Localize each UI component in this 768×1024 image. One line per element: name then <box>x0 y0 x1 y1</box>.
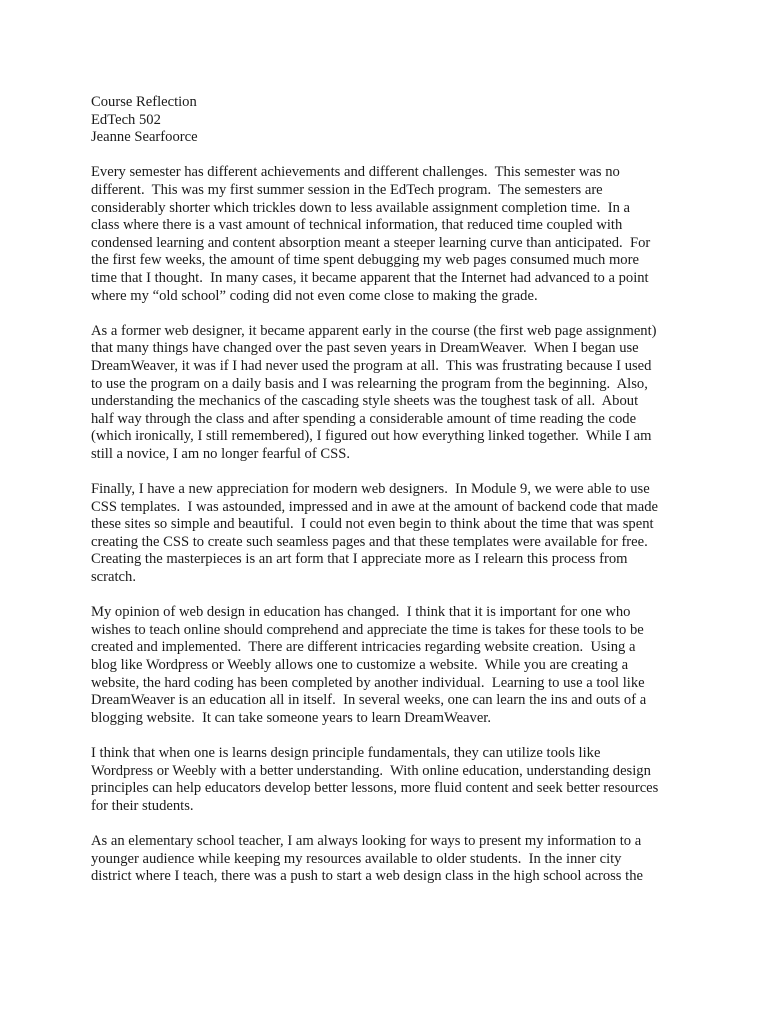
text-line: website, the hard coding has been completed by another individual. Learning to use a tool like <box>91 674 645 691</box>
text-line: wishes to teach online should comprehend and appreciate the time is takes for these tools to be <box>91 621 644 638</box>
text-line: these sites so simple and beautiful. I could not even begin to think about the time that was spent <box>91 516 654 533</box>
text-line: younger audience while keeping my resources available to older students. In the inner city <box>91 850 622 867</box>
text-line: time that I thought. In many cases, it became apparent that the Internet had advanced to a point <box>91 269 649 286</box>
text-line: blogging website. It can take someone years to learn DreamWeaver. <box>91 709 492 726</box>
text-line: CSS templates. I was astounded, impressed and in awe at the amount of backend code that made <box>91 498 658 515</box>
paragraph <box>91 833 691 886</box>
text-line: principles can help educators develop better lessons, more fluid content and seek better resources <box>91 780 659 797</box>
text-line: condensed learning and content absorption meant a steeper learning curve than anticipated. For <box>91 234 651 251</box>
paragraphs <box>91 164 691 885</box>
paragraph <box>91 604 691 727</box>
text-line: Every semester has different achievements and different challenges. This semester was no <box>91 164 620 181</box>
text-line: the first few weeks, the amount of time spent debugging my web pages consumed much more <box>91 252 639 269</box>
text-line: still a novice, I am no longer fearful of CSS. <box>91 445 350 462</box>
document-title: Course Reflection <box>91 94 197 110</box>
text-line: Wordpress or Weebly with a better understanding. With online education, understanding design <box>91 762 651 779</box>
text-line: for their students. <box>91 797 194 814</box>
text-line: creating the CSS to create such seamless pages and that these templates were available for free. <box>91 533 648 550</box>
text-line: scratch. <box>91 569 136 586</box>
text-line: As an elementary school teacher, I am always looking for ways to present my information to a <box>91 832 642 849</box>
text-line: My opinion of web design in education has changed. I think that it is important for one who <box>91 604 631 621</box>
course-name: EdTech 502 <box>91 111 161 128</box>
paragraph <box>91 745 691 815</box>
text-line: DreamWeaver, it was if I had never used the program at all. This was frustrating because I used <box>91 357 652 374</box>
paragraph <box>91 481 691 587</box>
paragraph <box>91 164 691 305</box>
text-line: Finally, I have a new appreciation for modern web designers. In Module 9, we were able to use <box>91 481 650 498</box>
text-line: considerably shorter which trickles down to less available assignment completion time. In a <box>91 199 631 216</box>
text-line: DreamWeaver is an education all in itself. In several weeks, one can learn the ins and outs of a <box>91 692 647 709</box>
text-line: As a former web designer, it became apparent early in the course (the first web page assignment) <box>91 322 657 339</box>
text-line: understanding the mechanics of the cascading style sheets was the toughest task of all. About <box>91 393 639 410</box>
text-line: (which ironically, I still remembered), I figured out how everything linked together. While I am <box>91 428 652 445</box>
author-name: Jeanne Searfoorce <box>91 129 198 146</box>
text-line: I think that when one is learns design principle fundamentals, they can utilize tools like <box>91 744 601 761</box>
text-line: blog like Wordpress or Weebly allows one to customize a website. While you are creating a <box>91 657 629 673</box>
text-line: Creating the masterpieces is an art form that I appreciate more as I relearn this process from <box>91 551 628 568</box>
text-line: class where there is a vast amount of technical information, that reduced time coupled with <box>91 217 623 234</box>
text-line: where my “old school” coding did not even come close to making the grade. <box>91 287 538 304</box>
text-line: district where I teach, there was a push to start a web design class in the high school across the <box>91 868 643 885</box>
text-line: that many things have changed over the past seven years in DreamWeaver. When I began use <box>91 340 639 357</box>
text-line: different. This was my first summer session in the EdTech program. The semesters are <box>91 181 603 198</box>
text-line: created and implemented. There are different intricacies regarding website creation. Using a <box>91 639 636 656</box>
paragraph <box>91 323 691 464</box>
document-body <box>91 94 691 886</box>
text-line: to use the program on a daily basis and I was relearning the program from the beginning. Also, <box>91 375 648 392</box>
text-line: half way through the class and after spending a considerable amount of time reading the code <box>91 410 637 427</box>
